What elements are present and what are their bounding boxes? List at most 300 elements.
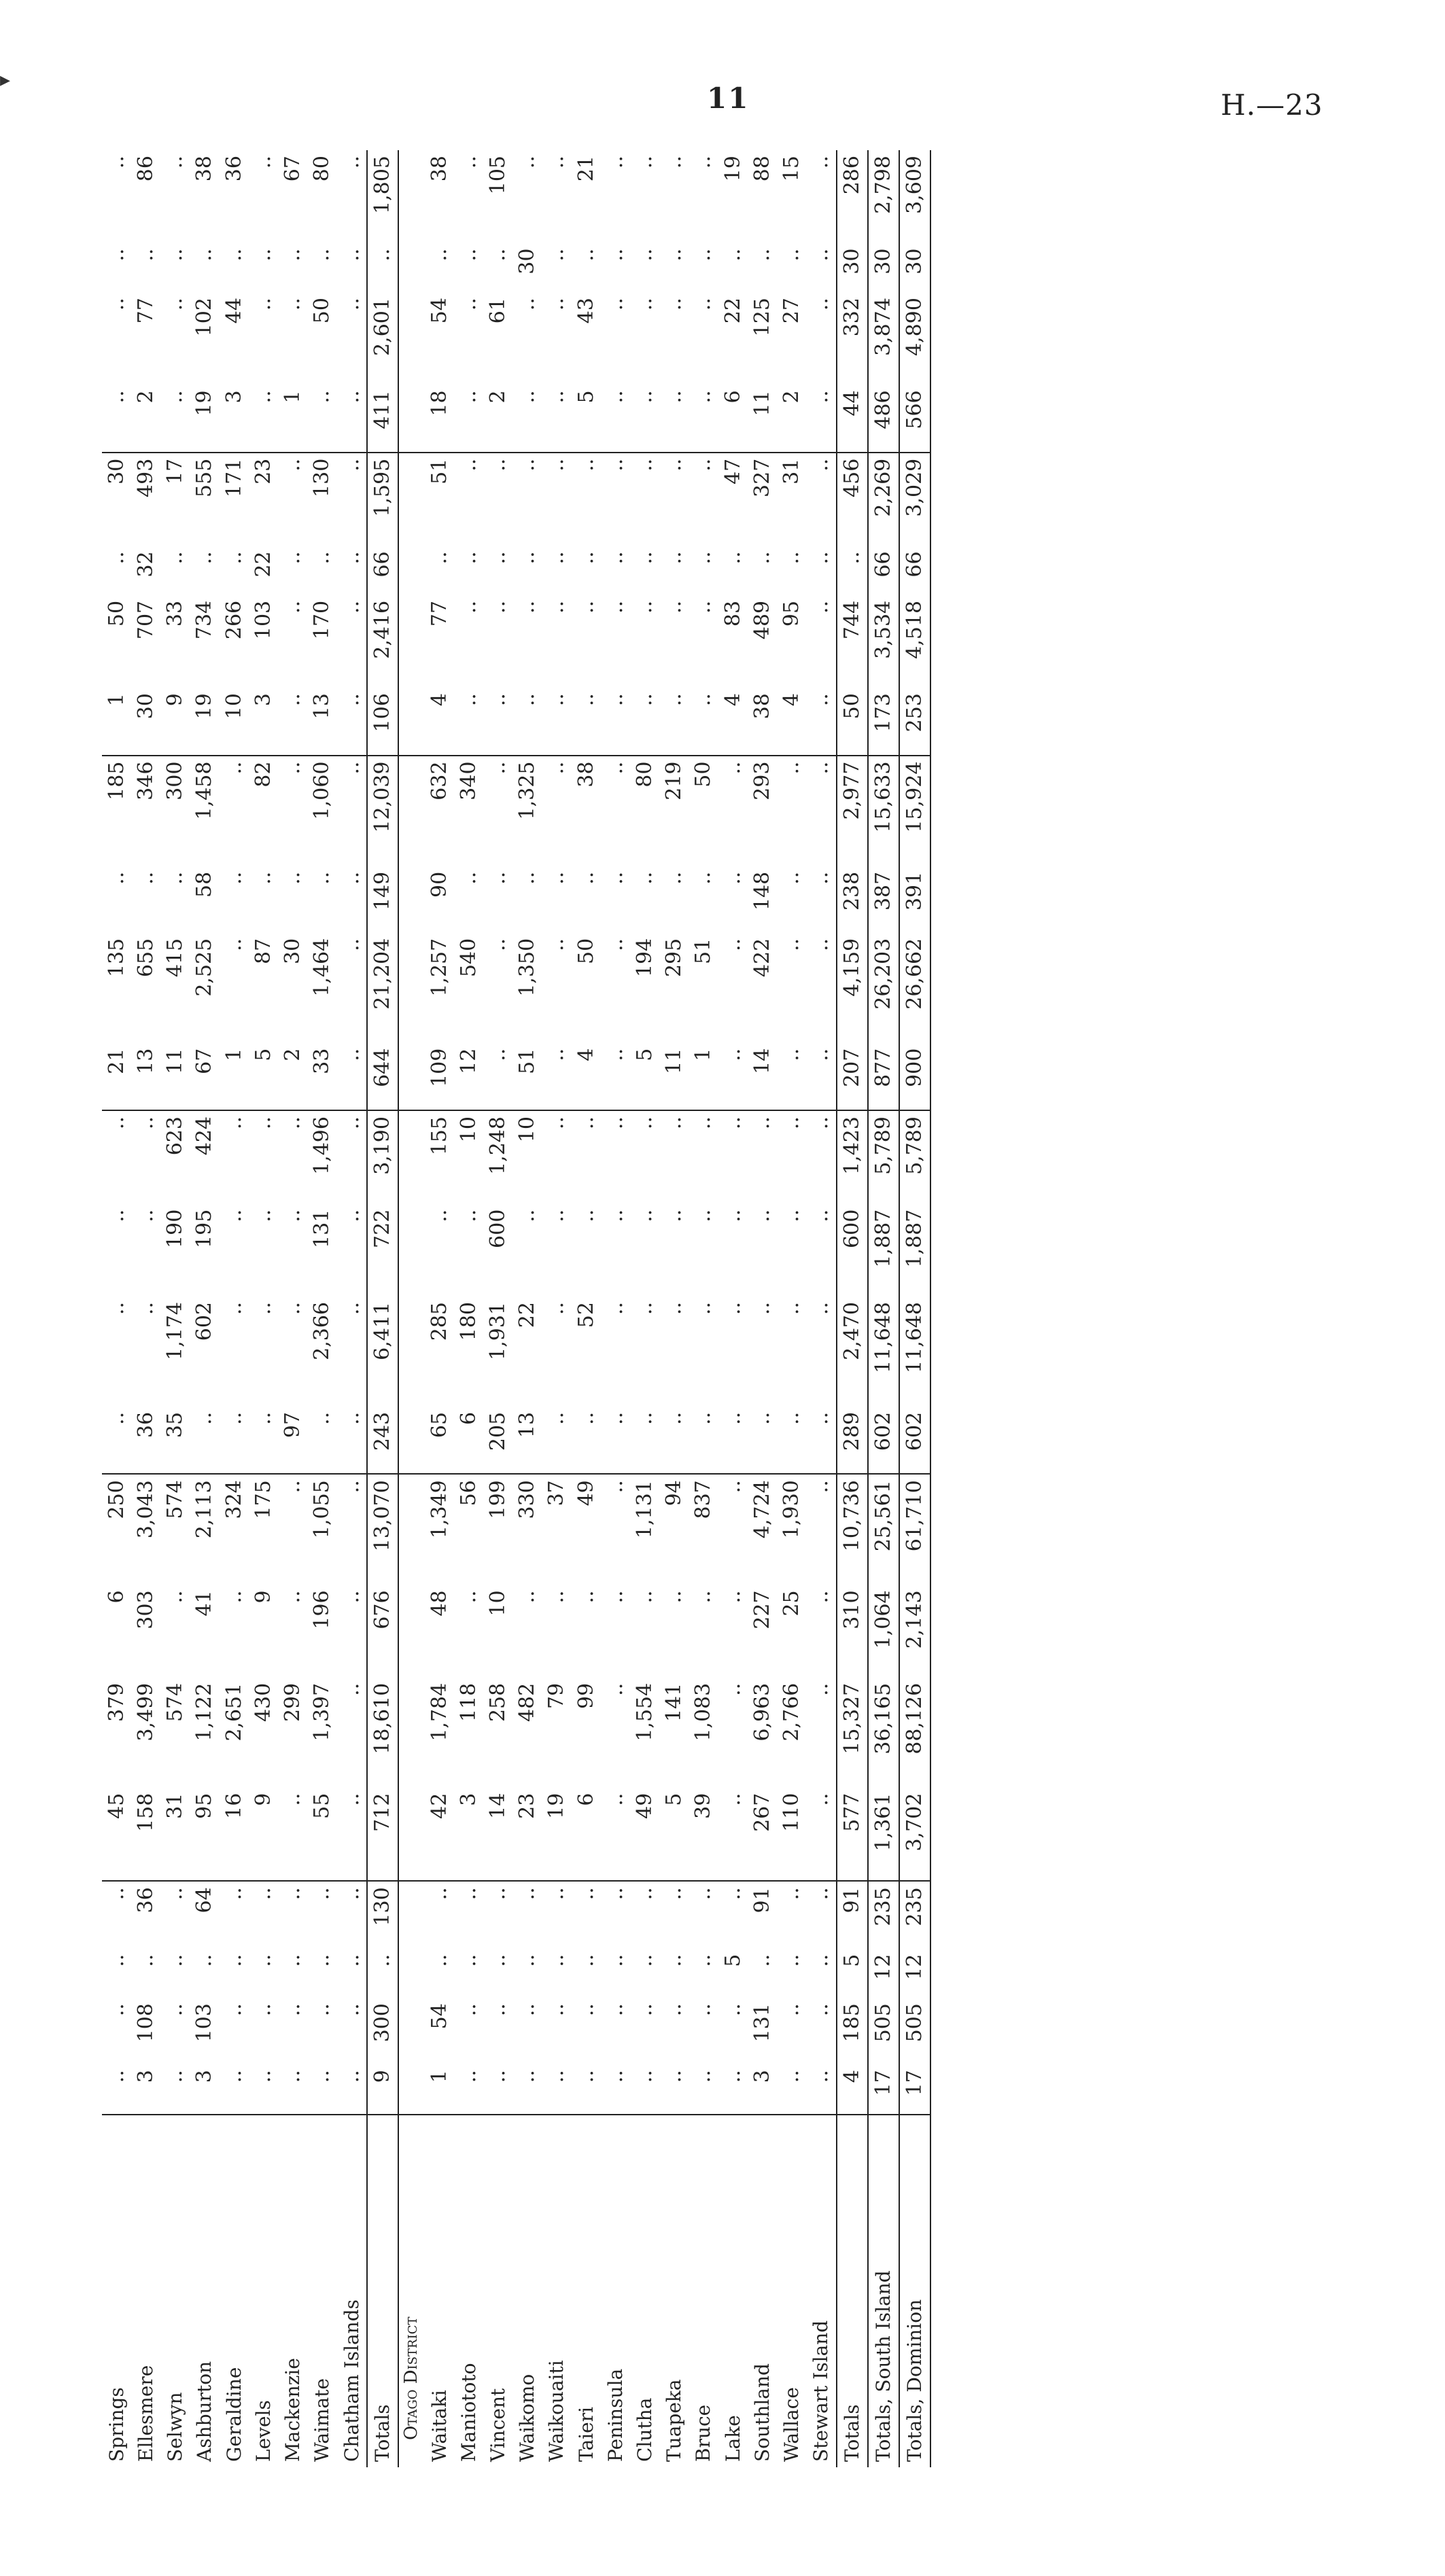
table-cell: .. [777, 1043, 806, 1110]
table-cell: .. [601, 385, 630, 452]
table-cell: .. [779, 761, 803, 775]
table-row [542, 150, 572, 2467]
table-cell: .. [102, 1407, 131, 1474]
table-cell: 1,055 [310, 1480, 334, 1539]
table-cell: 600 [837, 1204, 868, 1296]
table-cell: .. [809, 1887, 833, 1901]
table-cell: 25,561 [868, 1474, 899, 1585]
table-cell: .. [251, 1302, 275, 1316]
table-cell: .. [278, 1788, 307, 1882]
table-cell: .. [310, 1954, 334, 1967]
table-cell: .. [750, 1116, 774, 1130]
table-cell: .. [632, 298, 657, 311]
table-cell: .. [222, 1209, 246, 1222]
table-cell: .. [806, 2064, 837, 2115]
table-cell: .. [659, 688, 689, 755]
empty-cell [398, 595, 425, 688]
table-cell: 1,397 [310, 1682, 334, 1742]
table-cell: .. [603, 1209, 627, 1222]
table-cell: .. [574, 1590, 598, 1604]
table-cell: 235 [868, 1881, 899, 1948]
empty-cell [398, 243, 425, 293]
table-cell: 258 [486, 1682, 510, 1723]
table-cell: 300 [367, 1998, 398, 2064]
table-cell: .. [454, 385, 483, 452]
table-cell: .. [515, 600, 540, 614]
table-cell: 13,070 [367, 1474, 398, 1585]
table-cell: .. [339, 938, 364, 951]
table-cell: 32 [134, 551, 158, 578]
table-cell: .. [632, 600, 657, 614]
row-label: Bruce [692, 2404, 715, 2462]
table-cell: 243 [367, 1407, 398, 1474]
table-cell: 2,977 [837, 756, 868, 866]
table-cell: 19 [720, 156, 745, 182]
table-cell: 90 [427, 871, 451, 898]
table-cell: .. [603, 551, 627, 565]
table-cell: 1,361 [868, 1788, 899, 1882]
table-cell: .. [544, 600, 569, 614]
table-cell: 430 [251, 1682, 275, 1723]
table-row [777, 150, 806, 2467]
table-cell: .. [544, 2003, 569, 2017]
table-cell: 80 [632, 761, 657, 788]
table-cell: .. [222, 1954, 246, 1967]
table-cell: .. [280, 1209, 304, 1222]
table-cell: .. [337, 688, 368, 755]
table-cell: .. [163, 2003, 188, 2017]
table-cell: 54 [427, 2003, 451, 2030]
table-cell: 50 [574, 938, 598, 964]
table-cell: .. [280, 298, 304, 311]
table-cell: .. [603, 2003, 627, 2017]
table-cell: 11 [748, 385, 777, 452]
table-cell: .. [104, 1954, 128, 1967]
table-cell: .. [163, 871, 188, 885]
statistics-table-area [102, 150, 931, 2467]
table-cell: .. [542, 1043, 572, 1110]
table-cell: 327 [750, 458, 774, 497]
table-cell: .. [163, 1590, 188, 1604]
table-cell: .. [630, 385, 659, 452]
table-cell: 10,736 [837, 1474, 868, 1585]
table-cell: .. [278, 688, 307, 755]
table-cell: .. [222, 1302, 246, 1316]
table-cell: .. [689, 385, 718, 452]
table-cell: .. [367, 243, 398, 293]
table-cell: .. [603, 1302, 627, 1316]
table-cell: .. [750, 248, 774, 262]
table-cell: .. [278, 2064, 307, 2115]
table-cell: .. [806, 1788, 837, 1882]
row-label: Totals, South Island [868, 2115, 899, 2467]
table-cell: 15,327 [837, 1678, 868, 1788]
table-cell: .. [486, 761, 510, 775]
table-cell: 18,610 [367, 1678, 398, 1788]
table-cell: 38 [574, 761, 598, 788]
table-row [454, 150, 483, 2467]
table-cell: .. [544, 1590, 569, 1604]
table-cell: 44 [222, 298, 246, 324]
table-cell: 171 [222, 458, 246, 497]
table-cell: .. [307, 385, 336, 452]
table-cell: 1,887 [899, 1204, 930, 1296]
table-cell: .. [809, 298, 833, 311]
table-cell: .. [486, 871, 510, 885]
table-cell: .. [720, 1116, 745, 1130]
table-cell: .. [192, 248, 217, 262]
table-cell: 14 [748, 1043, 777, 1110]
table-row [131, 150, 160, 2467]
table-cell: 11,648 [899, 1296, 930, 1407]
table-row [806, 150, 837, 2467]
table-cell: .. [630, 1407, 659, 1474]
table-cell: .. [222, 871, 246, 885]
table-cell: .. [339, 600, 364, 614]
table-cell: .. [367, 1949, 398, 1998]
table-cell: 346 [134, 761, 158, 800]
table-cell: 250 [104, 1480, 128, 1519]
table-cell: 1 [425, 2064, 454, 2115]
table-cell: .. [691, 1302, 716, 1316]
table-cell: 1,122 [192, 1682, 217, 1742]
table-cell: .. [662, 600, 686, 614]
table-cell: 185 [104, 761, 128, 800]
table-cell: 2,525 [192, 938, 217, 997]
table-cell: 300 [163, 761, 188, 800]
totals-row [367, 150, 398, 2467]
table-cell: 6 [718, 385, 748, 452]
table-cell: .. [486, 1887, 510, 1901]
table-cell: .. [544, 1302, 569, 1316]
table-cell: 2,113 [192, 1480, 217, 1539]
row-label: Tuapeka [663, 2379, 686, 2462]
table-cell: 149 [367, 866, 398, 933]
table-cell: 411 [367, 385, 398, 452]
table-cell: .. [280, 1887, 304, 1901]
table-cell: 1,784 [427, 1682, 451, 1742]
table-cell: .. [163, 1954, 188, 1967]
empty-cell [398, 1998, 425, 2064]
table-row [659, 150, 689, 2467]
table-cell: .. [454, 688, 483, 755]
table-cell: .. [630, 688, 659, 755]
table-row [718, 150, 748, 2467]
table-cell: .. [280, 1302, 304, 1316]
table-cell: .. [662, 1116, 686, 1130]
table-cell: 66 [367, 546, 398, 595]
table-cell: .. [750, 1302, 774, 1316]
row-label: Ellesmere [135, 2365, 158, 2462]
table-cell: 3,043 [134, 1480, 158, 1539]
table-cell: 190 [163, 1209, 188, 1248]
table-cell: 4 [777, 688, 806, 755]
table-cell: .. [456, 600, 481, 614]
statistics-table [102, 150, 931, 2467]
table-cell: .. [339, 1209, 364, 1222]
table-cell: .. [486, 248, 510, 262]
table-cell: 30 [868, 243, 899, 293]
table-cell: .. [222, 1887, 246, 1901]
table-cell: .. [572, 1407, 601, 1474]
table-cell: .. [574, 2003, 598, 2017]
table-cell: 86 [134, 156, 158, 182]
table-cell: 50 [837, 688, 868, 755]
table-cell: .. [134, 248, 158, 262]
table-cell: .. [192, 551, 217, 565]
table-cell: 118 [456, 1682, 481, 1723]
table-cell: .. [222, 1116, 246, 1130]
table-cell: .. [339, 458, 364, 472]
table-cell: .. [515, 2003, 540, 2017]
table-cell: .. [104, 871, 128, 885]
table-cell: 141 [662, 1682, 686, 1723]
table-cell: 1,350 [515, 938, 540, 997]
table-cell: .. [632, 248, 657, 262]
table-cell: .. [486, 2003, 510, 2017]
table-cell: .. [779, 871, 803, 885]
empty-cell [398, 1585, 425, 1677]
table-cell: .. [603, 1954, 627, 1967]
table-cell: 1,174 [163, 1302, 188, 1360]
table-cell: .. [515, 551, 540, 565]
scan-mark: ▸ [0, 68, 11, 92]
table-cell: 23 [251, 458, 275, 484]
table-cell: .. [720, 1887, 745, 1901]
table-cell: .. [806, 385, 837, 452]
table-cell: .. [601, 2064, 630, 2115]
table-cell: 424 [192, 1116, 217, 1156]
table-cell: .. [339, 1887, 364, 1901]
table-cell: .. [750, 1209, 774, 1222]
table-cell: .. [337, 1043, 368, 1110]
table-cell: .. [777, 1407, 806, 1474]
row-label: Taieri [574, 2406, 597, 2462]
table-cell: 21 [574, 156, 598, 182]
table-cell: 3 [454, 1788, 483, 1882]
table-cell: 103 [192, 2003, 217, 2043]
table-cell: 38 [427, 156, 451, 182]
table-cell: 632 [427, 761, 451, 800]
table-cell: .. [134, 1302, 158, 1316]
empty-cell [398, 1474, 425, 1585]
table-cell: .. [310, 248, 334, 262]
table-cell: 2 [777, 385, 806, 452]
table-cell: .. [163, 248, 188, 262]
table-cell: .. [280, 1954, 304, 1967]
table-cell: .. [809, 1116, 833, 1130]
table-cell: 4,159 [837, 933, 868, 1043]
empty-cell [398, 292, 425, 385]
table-cell: 712 [367, 1788, 398, 1882]
table-cell: 5,789 [868, 1110, 899, 1204]
row-label: Stewart Island [809, 2320, 833, 2462]
table-cell: 285 [427, 1302, 451, 1341]
table-cell: 10 [456, 1116, 481, 1143]
table-cell: .. [512, 688, 542, 755]
table-cell: 219 [662, 761, 686, 800]
table-cell: 6,411 [367, 1296, 398, 1407]
table-cell: .. [574, 248, 598, 262]
totals-row [868, 150, 899, 2467]
table-cell: .. [574, 600, 598, 614]
document-code: H.—23 [1221, 88, 1323, 122]
table-cell: 5 [630, 1043, 659, 1110]
table-cell: 17 [899, 2064, 930, 2115]
table-cell: 324 [222, 1480, 246, 1519]
table-cell: .. [630, 2064, 659, 2115]
table-cell: .. [456, 458, 481, 472]
table-cell: 2,416 [367, 595, 398, 688]
table-cell: 1,931 [486, 1302, 510, 1360]
row-label: Waikouaiti [545, 2360, 568, 2462]
table-cell: 391 [899, 866, 930, 933]
table-cell: .. [542, 2064, 572, 2115]
table-cell: .. [542, 1407, 572, 1474]
table-cell: .. [251, 1116, 275, 1130]
table-cell: .. [720, 551, 745, 565]
table-cell: .. [601, 1788, 630, 1882]
table-cell: 734 [192, 600, 217, 640]
table-cell: .. [718, 2064, 748, 2115]
table-row [337, 150, 368, 2467]
table-cell: 1 [278, 385, 307, 452]
table-cell: 15,924 [899, 756, 930, 866]
table-cell: 266 [222, 600, 246, 640]
table-cell: .. [456, 1887, 481, 1901]
table-cell: 540 [456, 938, 481, 978]
table-cell: .. [307, 1407, 336, 1474]
table-cell: .. [222, 2003, 246, 2017]
table-cell: .. [483, 1043, 512, 1110]
table-cell: .. [222, 938, 246, 951]
table-cell: .. [691, 1116, 716, 1130]
table-cell: 2 [278, 1043, 307, 1110]
table-cell: .. [632, 156, 657, 169]
table-cell: .. [662, 298, 686, 311]
table-cell: 17 [868, 2064, 899, 2115]
table-cell: 36 [134, 1887, 158, 1913]
table-cell: 12,039 [367, 756, 398, 866]
table-cell: .. [718, 1043, 748, 1110]
table-cell: .. [750, 551, 774, 565]
table-cell: .. [809, 458, 833, 472]
table-cell: 493 [134, 458, 158, 497]
table-cell: .. [544, 1209, 569, 1222]
table-cell: .. [691, 600, 716, 614]
table-cell: 1,595 [367, 453, 398, 546]
table-cell: .. [134, 871, 158, 885]
table-cell: 555 [192, 458, 217, 497]
empty-cell [398, 453, 425, 546]
table-cell: 1 [220, 1043, 249, 1110]
table-cell: 644 [367, 1043, 398, 1110]
table-cell: 602 [192, 1302, 217, 1341]
table-cell: 2,143 [899, 1585, 930, 1677]
table-cell: .. [515, 298, 540, 311]
table-cell: .. [104, 1302, 128, 1316]
table-cell: 94 [662, 1480, 686, 1506]
table-cell: 91 [750, 1887, 774, 1913]
table-cell: .. [603, 1480, 627, 1494]
table-cell: .. [515, 1887, 540, 1901]
row-label: Maniototo [457, 2363, 480, 2462]
table-cell: .. [574, 1116, 598, 1130]
table-cell: 158 [131, 1788, 160, 1882]
table-cell: 61,710 [899, 1474, 930, 1585]
table-cell: 1,458 [192, 761, 217, 820]
table-cell: 50 [104, 600, 128, 627]
empty-cell [398, 150, 425, 243]
table-cell: 91 [837, 1881, 868, 1948]
table-cell: .. [809, 871, 833, 885]
table-cell: .. [662, 871, 686, 885]
table-cell: 4,518 [899, 595, 930, 688]
table-cell: .. [603, 1116, 627, 1130]
table-cell: 102 [192, 298, 217, 337]
table-cell: 196 [310, 1590, 334, 1629]
table-cell: 30 [280, 938, 304, 964]
table-cell: .. [806, 1043, 837, 1110]
table-cell: .. [691, 871, 716, 885]
table-cell: 42 [425, 1788, 454, 1882]
table-cell: 87 [251, 938, 275, 964]
table-cell: .. [603, 1590, 627, 1604]
table-cell: 5 [837, 1949, 868, 1998]
table-cell: .. [542, 688, 572, 755]
table-cell: 82 [251, 761, 275, 788]
table-cell: 1 [102, 688, 131, 755]
table-cell: 67 [190, 1043, 220, 1110]
table-cell: .. [339, 1590, 364, 1604]
table-cell: 707 [134, 600, 158, 640]
table-cell: 1,064 [868, 1585, 899, 1677]
table-cell: 2,798 [868, 150, 899, 243]
table-cell: 43 [574, 298, 598, 324]
table-cell: 22 [515, 1302, 540, 1328]
table-cell: 1,496 [310, 1116, 334, 1175]
table-cell: .. [809, 1954, 833, 1967]
table-row [160, 150, 190, 2467]
table-cell: 574 [163, 1480, 188, 1519]
row-label: Springs [105, 2387, 128, 2462]
table-cell: 1,554 [632, 1682, 657, 1742]
table-cell: .. [192, 1954, 217, 1967]
table-cell: .. [339, 1682, 364, 1696]
table-cell: 30 [104, 458, 128, 484]
table-cell: 2,601 [367, 292, 398, 385]
table-cell: 600 [486, 1209, 510, 1248]
table-cell: .. [603, 600, 627, 614]
table-cell: 1,464 [310, 938, 334, 997]
table-cell: .. [251, 1887, 275, 1901]
table-cell: .. [662, 248, 686, 262]
table-cell: .. [837, 546, 868, 595]
table-cell: .. [280, 600, 304, 614]
table-cell: .. [779, 938, 803, 951]
table-cell: .. [220, 2064, 249, 2115]
table-cell: 33 [163, 600, 188, 627]
table-cell: 30 [515, 248, 540, 275]
table-cell: .. [456, 2003, 481, 2017]
table-cell: 55 [307, 1788, 336, 1882]
table-cell: 5 [249, 1043, 278, 1110]
table-cell: .. [779, 1209, 803, 1222]
table-cell: .. [515, 1590, 540, 1604]
table-row [102, 150, 131, 2467]
table-cell: 51 [512, 1043, 542, 1110]
table-cell: .. [779, 1887, 803, 1901]
